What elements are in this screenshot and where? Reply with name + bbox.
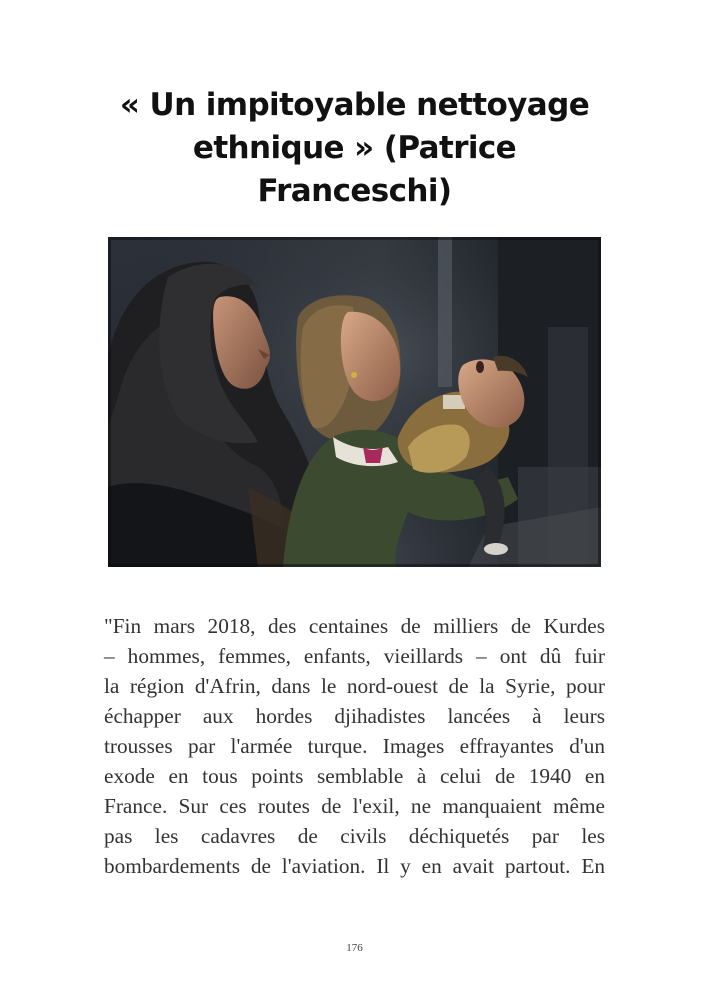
page-title <box>110 84 599 213</box>
title-line-2: ethnique » (Patrice <box>192 130 517 166</box>
body-line-1: "Fin mars 2018, des centaines de milliers de Kurdes <box>104 614 605 638</box>
body-line-3: la région d'Afrin, dans le nord-ouest de la Syrie, pour <box>104 674 605 698</box>
body-line-5: trousses par l'armée turque. Images effrayantes d'un <box>104 734 605 758</box>
photo-illustration <box>108 237 601 567</box>
page-number: 176 <box>346 942 363 954</box>
body-paragraph <box>104 611 605 881</box>
title-line-1: « Un impitoyable nettoyage <box>119 87 590 123</box>
body-line-6: exode en tous points semblable à celui de 1940 en <box>104 764 605 788</box>
body-line-2: – hommes, femmes, enfants, vieillards – ont dû fuir <box>104 644 605 668</box>
body-line-4: échapper aux hordes djihadistes lancées à leurs <box>104 704 605 728</box>
body-line-7: France. Sur ces routes de l'exil, ne manquaient même <box>104 794 605 818</box>
body-line-8: pas les cadavres de civils déchiquetés par les <box>104 824 605 848</box>
photo-women-with-child <box>108 237 601 567</box>
title-line-3: Franceschi) <box>257 173 452 209</box>
body-line-9: bombardements de l'aviation. Il y en avait partout. En <box>104 854 605 878</box>
